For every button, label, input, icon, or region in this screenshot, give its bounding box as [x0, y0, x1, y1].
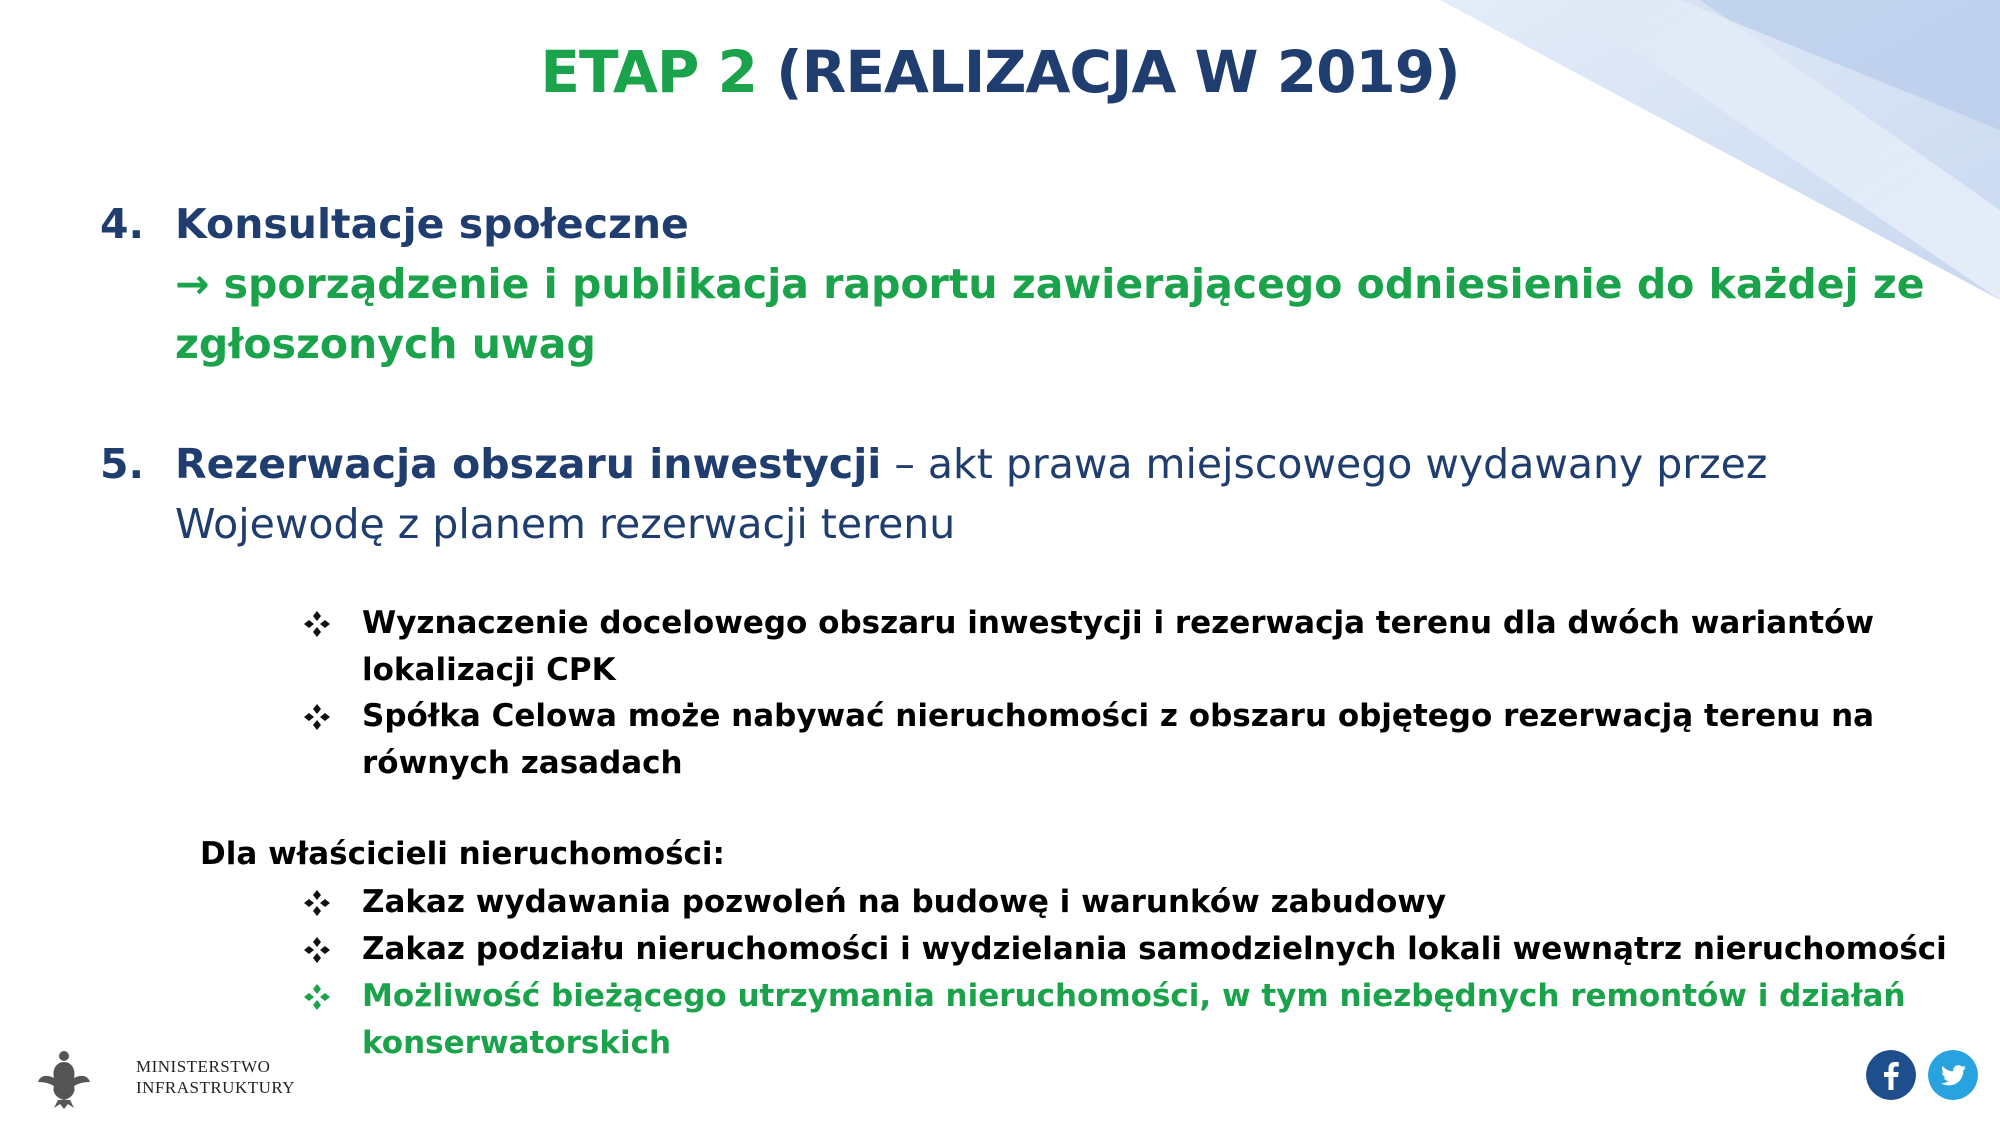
- owners-heading: Dla właścicieli nieruchomości:: [200, 836, 725, 872]
- item-4-number: 4.: [100, 200, 145, 248]
- ministry-logo: [36, 1048, 296, 1114]
- bullet-a2-line1: Spółka Celowa może nabywać nieruchomości z obszaru objętego rezerwacją terenu na: [362, 698, 1875, 734]
- logo-line1: MINISTERSTWO: [136, 1057, 271, 1076]
- twitter-icon[interactable]: [1928, 1050, 1978, 1100]
- bullet-b2: Zakaz podziału nieruchomości i wydzielania samodzielnych lokali wewnątrz nieruchomości: [362, 931, 1947, 967]
- diamond-bullet-icon: [303, 889, 331, 917]
- bullet-a1-line1: Wyznaczenie docelowego obszaru inwestycji i rezerwacja terenu dla dwóch wariantów: [362, 605, 1875, 641]
- bullet-a2-line2: równych zasadach: [362, 745, 683, 781]
- slide-title: [0, 38, 2000, 106]
- title-stage: ETAP 2: [540, 38, 757, 106]
- arrow-icon: →: [175, 260, 210, 308]
- item-4-detail-line2: zgłoszonych uwag: [175, 320, 596, 368]
- item-4-detail-text: sporządzenie i publikacja raportu zawierającego odniesienie do każdej ze: [223, 260, 1925, 308]
- bullet-b1: Zakaz wydawania pozwoleń na budowę i warunków zabudowy: [362, 884, 1447, 920]
- title-year: (REALIZACJA W 2019): [776, 38, 1460, 106]
- facebook-icon[interactable]: [1866, 1050, 1916, 1100]
- item-4-detail-line1: [175, 260, 1925, 308]
- item-5-rest: – akt prawa miejscowego wydawany przez: [881, 440, 1768, 488]
- diamond-bullet-icon: [303, 936, 331, 964]
- diamond-bullet-icon: [303, 983, 331, 1011]
- diamond-bullet-icon: [303, 703, 331, 731]
- item-5-heading: Rezerwacja obszaru inwestycji: [175, 440, 882, 488]
- bullet-a1-line2: lokalizacji CPK: [362, 652, 616, 688]
- bullet-b3-line2: konserwatorskich: [362, 1025, 672, 1061]
- logo-line2: INFRASTRUKTURY: [136, 1078, 296, 1097]
- bullet-b3-line1: Możliwość bieżącego utrzymania nieruchomości, w tym niezbędnych remontów i działań: [362, 978, 1906, 1014]
- item-4-heading: Konsultacje społeczne: [175, 200, 689, 248]
- diamond-bullet-icon: [303, 610, 331, 638]
- item-5-line2: Wojewodę z planem rezerwacji terenu: [175, 500, 956, 548]
- item-5-number: 5.: [100, 440, 145, 488]
- item-5-line1: [175, 440, 1767, 488]
- eagle-emblem-icon: [36, 1048, 92, 1110]
